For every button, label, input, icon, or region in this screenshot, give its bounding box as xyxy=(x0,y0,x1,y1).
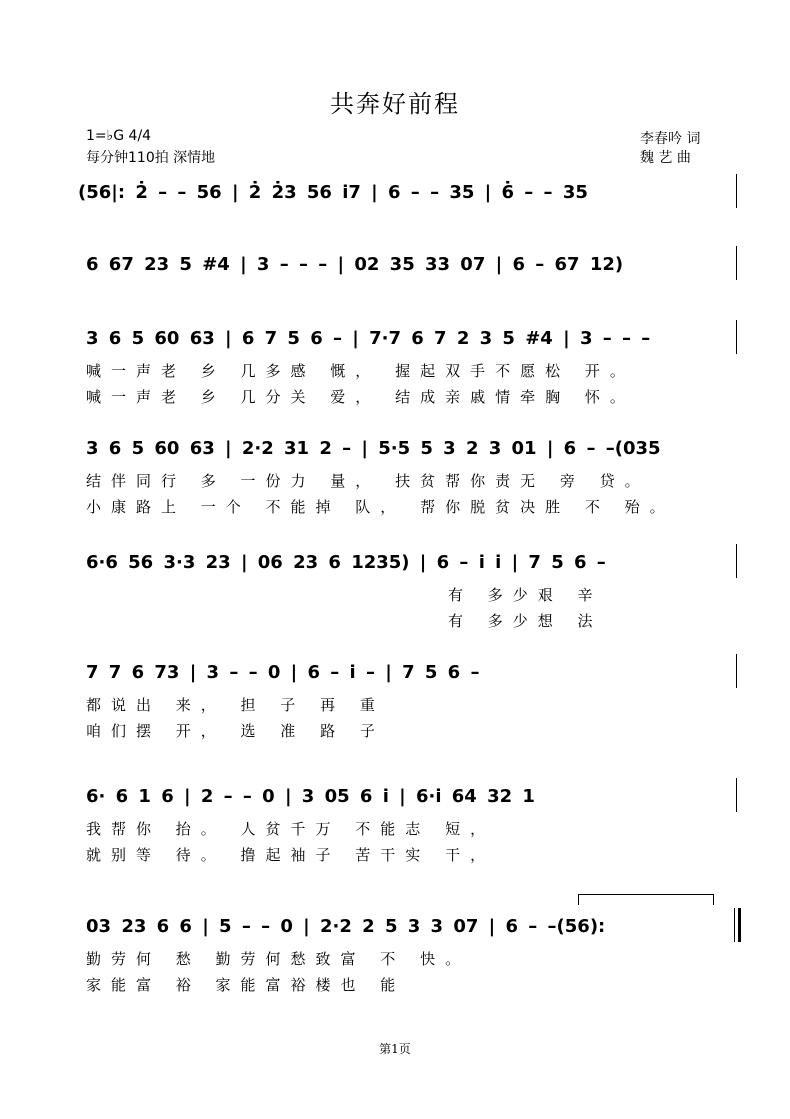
tempo-marking: 每分钟110拍 深情地 xyxy=(86,150,216,166)
final-barline xyxy=(738,908,741,942)
lyric-verse-1: 我帮你 抬。 人贫千万 不能志 短， xyxy=(86,820,496,838)
lyric-verse-1: 勤劳何 愁 勤劳何愁致富 不 快。 xyxy=(86,950,471,968)
lyric-verse-1: 喊一声老 乡 几多感 慨， 握起双手不愿松 开。 xyxy=(86,362,635,380)
barline xyxy=(736,246,737,280)
lyric-verse-2: 家能富 裕 家能富裕楼也 能 xyxy=(86,976,406,994)
lyric-verse-1: 有 多少艰 辛 xyxy=(448,586,603,604)
notation-line: 3 6 5 60 63 | 6 7 5 6 – | 7·7 6 7 2 3 5 #4 | 3 – – – xyxy=(86,328,651,349)
lyric-verse-1: 结伴同行 多 一份力 量， 扶贫帮你责无 旁 贷。 xyxy=(86,472,650,490)
notation-line: 6·6 56 3·3 23 | 06 23 6 1235) | 6 – i i | 7 5 6 – xyxy=(86,552,606,573)
notation-line: 6· 6 1 6 | 2 – – 0 | 3 05 6 i | 6·i 64 32 1 xyxy=(86,786,535,807)
barline xyxy=(736,654,737,688)
lyric-verse-2: 喊一声老 乡 几分关 爱， 结成亲戚情牵胸 怀。 xyxy=(86,388,635,406)
key-signature: 1=♭G 4/4 xyxy=(86,128,152,144)
lyric-verse-2: 小康路上 一个 不能掉 队， 帮你脱贫决胜 不 殆。 xyxy=(86,498,675,516)
notation-line: 7 7 6 73 | 3 – – 0 | 6 – i – | 7 5 6 – xyxy=(86,662,480,683)
barline xyxy=(736,778,737,812)
lyric-verse-2: 有 多少想 法 xyxy=(448,612,603,630)
lyricist-credit: 李春吟 词 xyxy=(640,131,701,147)
page-number: 第1页 xyxy=(379,1042,411,1056)
song-title: 共奔好前程 xyxy=(330,90,460,118)
lyric-verse-2: 就别等 待。 撸起袖子 苦干实 干， xyxy=(86,846,496,864)
notation-line: (56|: 2̇ – – 56 | 2̇ 2̇3 56 i7 | 6 – – 35 | 6̇ – – 35 xyxy=(78,182,588,203)
notation-line: 03 23 6 6 | 5 – – 0 | 2·2 2 5 3 3 07 | 6 – –(56): xyxy=(86,916,606,937)
notation-line: 6 67 23 5 #4 | 3 – – – | 02 35 33 07 | 6 – 67 12) xyxy=(86,254,624,275)
composer-credit: 魏 艺 曲 xyxy=(640,150,691,166)
barline xyxy=(736,320,737,354)
barline xyxy=(734,908,735,942)
notation-line: 3 6 5 60 63 | 2·2 31 2 – | 5·5 5 3 2 3 01 | 6 – –(035 xyxy=(86,438,661,459)
lyric-verse-1: 都说出 来， 担 子 再 重 xyxy=(86,696,385,714)
lyric-verse-2: 咱们摆 开， 选 准 路 子 xyxy=(86,722,385,740)
barline xyxy=(736,174,737,208)
barline xyxy=(736,544,737,578)
volta-bracket xyxy=(578,894,714,905)
